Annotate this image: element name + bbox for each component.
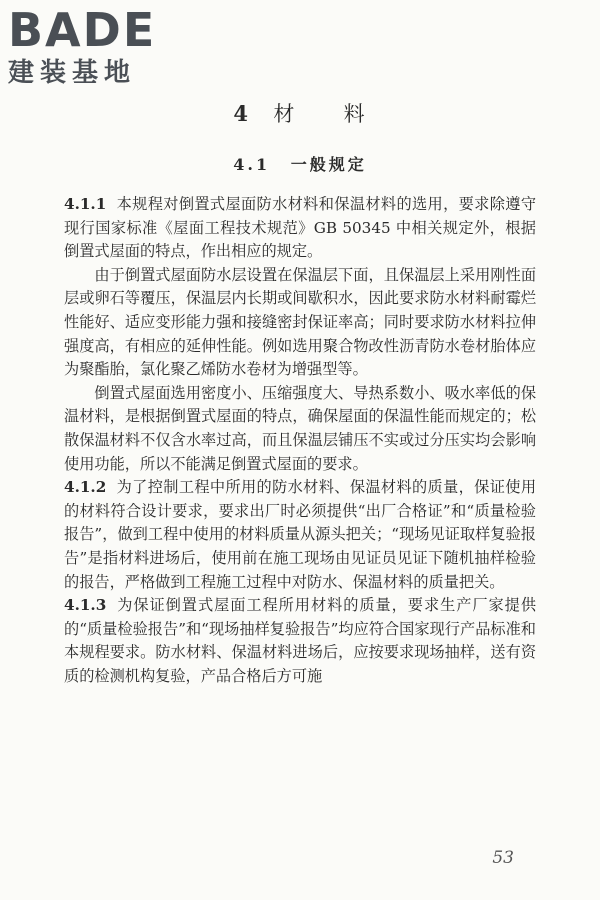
chapter-number: 4 (233, 101, 250, 126)
paragraph-waterproof (64, 264, 536, 382)
clause-number: 4.1.2 (64, 478, 107, 497)
bade-logo (8, 4, 178, 90)
chapter-title (0, 98, 600, 128)
section-title (0, 152, 600, 175)
paragraph-text: 本规程对倒置式屋面防水材料和保温材料的选用，要求除遵守现行国家标准《屋面工程技术规范》GB 50345 中相关规定外，根据倒置式屋面的特点，作出相应的规定。 (64, 195, 536, 261)
chapter-title-part1: 材 (273, 102, 297, 126)
section-number: 4.1 (233, 155, 271, 174)
page-number: 53 (492, 848, 514, 868)
logo-wordmark: BADE (8, 3, 157, 57)
section-heading: 一般规定 (290, 155, 367, 174)
paragraph-text: 为了控制工程中所用的防水材料、保温材料的质量，保证使用的材料符合设计要求，要求出厂时必须提供“出厂合格证”和“质量检验报告”，做到工程中使用的材料质量从源头把关；“现场见证取样复验报告”是指材料进场后，使用前在施工现场由见证员见证下随机抽样检验的报告，严格做到工程施工过程中对防水、保温材料的质量把关。 (64, 478, 536, 591)
paragraph-4-1-1 (64, 193, 536, 264)
paragraph-insulation (64, 382, 536, 476)
body-text (64, 193, 536, 688)
paragraph-text: 为保证倒置式屋面工程所用材料的质量，要求生产厂家提供的“质量检验报告”和“现场抽样复验报告”均应符合国家现行产品标准和本规程要求。防水材料、保温材料进场后，应按要求现场抽样，送有资质的检测机构复验，产品合格后方可施 (64, 596, 536, 685)
paragraph-text: 由于倒置式屋面防水层设置在保温层下面，且保温层上采用刚性面层或卵石等覆压，保温层内长期或间歇积水，因此要求防水材料耐霉烂性能好、适应变形能力强和接缝密封保证率高；同时要求防水材料拉伸强度高，有相应的延伸性能。例如选用聚合物改性沥青防水卷材胎体应为聚酯胎，氯化聚乙烯防水卷材为增强型等。 (64, 265, 536, 379)
chapter-title-part2: 料 (343, 102, 367, 126)
paragraph-4-1-2 (64, 476, 536, 594)
paragraph-4-1-3 (64, 594, 536, 688)
clause-number: 4.1.3 (64, 596, 107, 615)
logo-subtitle: 建装基地 (8, 58, 137, 88)
clause-number: 4.1.1 (64, 195, 107, 213)
paragraph-text: 倒置式屋面选用密度小、压缩强度大、导热系数小、吸水率低的保温材料，是根据倒置式屋面的特点，确保屋面的保温性能而规定的；松散保温材料不仅含水率过高，而且保温层铺压不实或过分压实均会影响使用功能，所以不能满足倒置式屋面的要求。 (64, 383, 536, 473)
